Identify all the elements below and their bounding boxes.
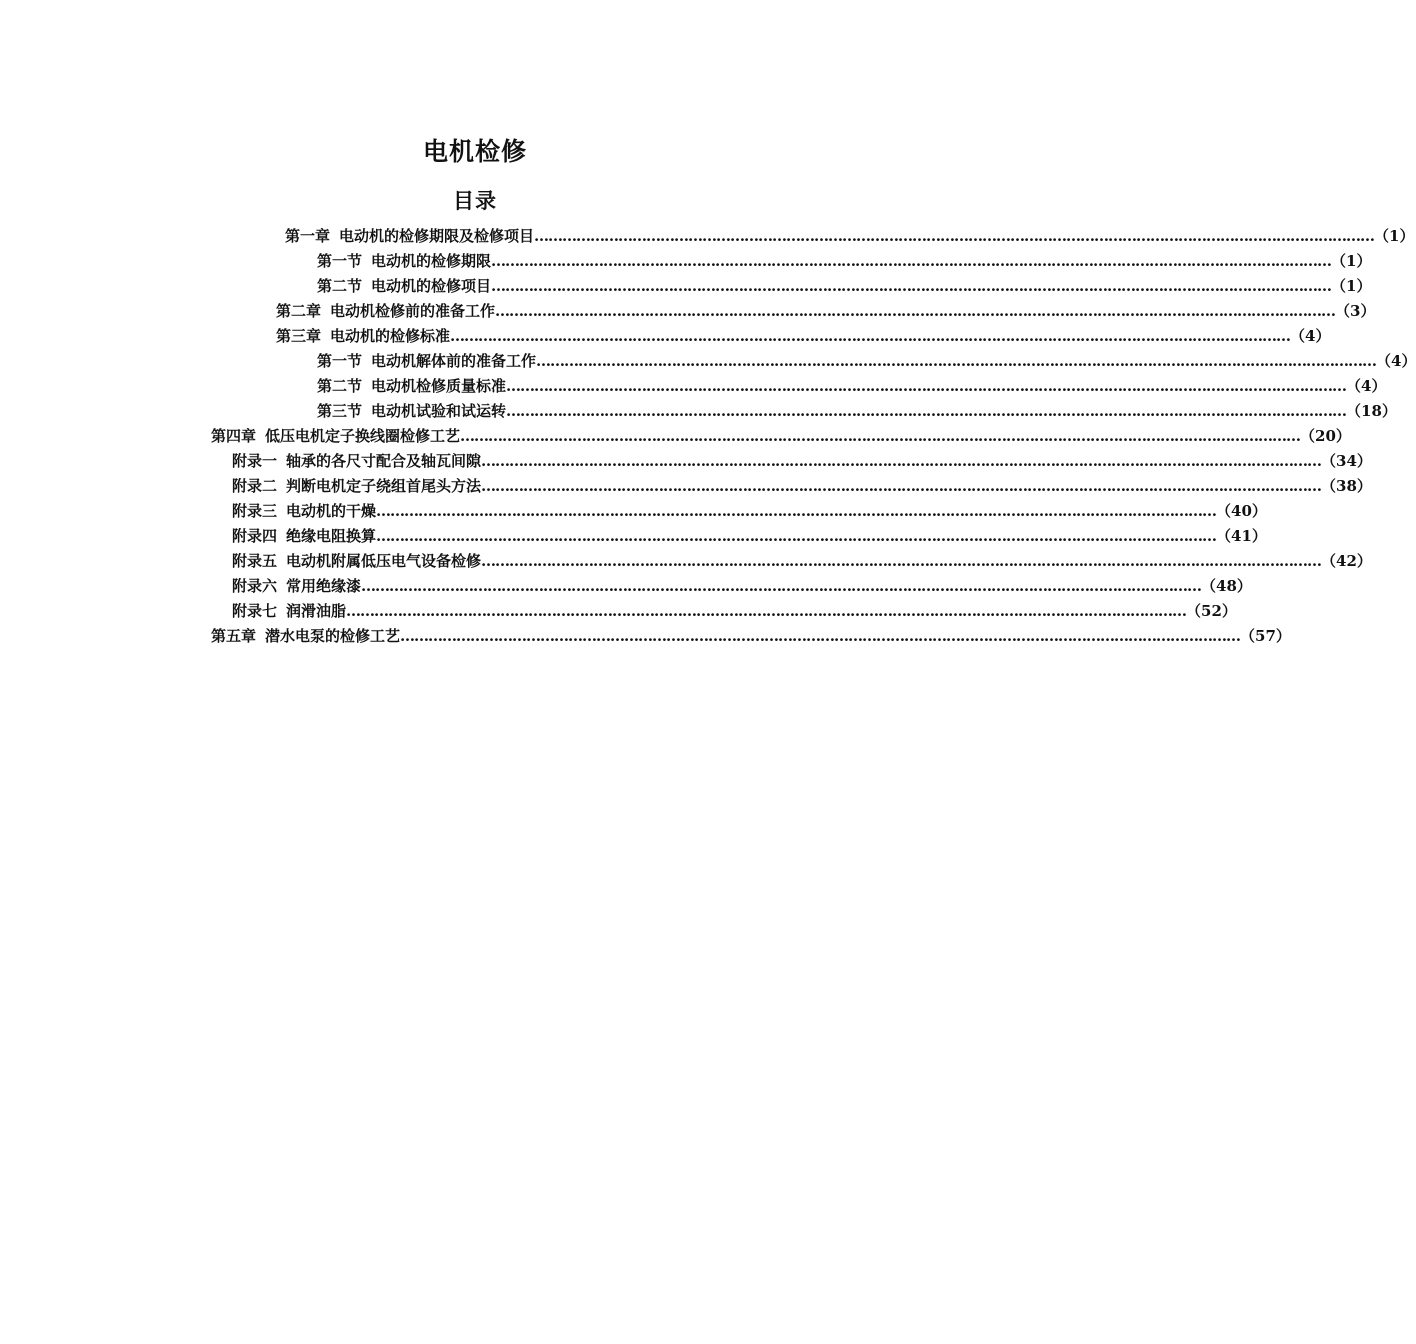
toc-leader-dots: ……………………………………………………………………………………………………………………………………………………………… bbox=[506, 402, 1347, 420]
toc-entry[interactable] bbox=[232, 474, 1372, 499]
toc-entry-title: 电动机附属低压电气设备检修 bbox=[286, 552, 482, 570]
toc-entry-number: 第二节 bbox=[317, 277, 363, 295]
toc-entry-page: （34） bbox=[1321, 452, 1372, 470]
toc-entry-title: 电动机的干燥 bbox=[286, 502, 377, 520]
toc-leader-dots: ……………………………………………………………………………………………………………………………………………………………… bbox=[481, 477, 1322, 495]
toc-entry-page: （52） bbox=[1186, 602, 1237, 620]
toc-entry[interactable] bbox=[211, 424, 1351, 449]
toc-leader-dots: ……………………………………………………………………………………………………………………………………………………………… bbox=[495, 302, 1336, 320]
document-title: 电机检修 bbox=[422, 137, 527, 166]
toc-entry-number: 第三章 bbox=[276, 327, 322, 345]
toc-entry[interactable] bbox=[276, 324, 1331, 349]
toc-entry[interactable] bbox=[317, 349, 1416, 374]
toc-leader-dots: ……………………………………………………………………………………………………………………………………………………………… bbox=[450, 327, 1291, 345]
toc-entry-number: 附录五 bbox=[232, 552, 278, 570]
toc-entry-number: 第一节 bbox=[317, 352, 363, 370]
toc-leader-dots: ……………………………………………………………………………………………………………………………………………………………… bbox=[481, 452, 1322, 470]
toc-entry-number: 第五章 bbox=[211, 627, 257, 645]
toc-entry-title: 电动机试验和试运转 bbox=[371, 402, 507, 420]
toc-heading: 目录 bbox=[453, 189, 497, 213]
toc-entry-title: 电动机的检修项目 bbox=[371, 277, 492, 295]
toc-entry-title: 低压电机定子换线圈检修工艺 bbox=[265, 427, 461, 445]
toc-entry-number: 附录二 bbox=[232, 477, 278, 495]
toc-entry-page: （18） bbox=[1346, 402, 1397, 420]
toc-entry-page: （1） bbox=[1374, 227, 1415, 245]
toc-leader-dots: ……………………………………………………………………………………………………………………………………………………………… bbox=[460, 427, 1301, 445]
toc-entry-title: 常用绝缘漆 bbox=[286, 577, 362, 595]
toc-entry-page: （20） bbox=[1300, 427, 1351, 445]
toc-entry-page: （42） bbox=[1321, 552, 1372, 570]
toc-entry[interactable] bbox=[232, 524, 1267, 549]
toc-entry-number: 附录一 bbox=[232, 452, 278, 470]
toc-entry-title: 电动机的检修期限 bbox=[371, 252, 492, 270]
toc-entry[interactable] bbox=[317, 274, 1372, 299]
toc-entry-title: 电动机检修质量标准 bbox=[371, 377, 507, 395]
toc-entry-number: 第一章 bbox=[285, 227, 331, 245]
toc-entry-number: 附录七 bbox=[232, 602, 278, 620]
toc-entry-number: 附录六 bbox=[232, 577, 278, 595]
toc-entry-title: 电动机检修前的准备工作 bbox=[330, 302, 496, 320]
toc-leader-dots: ……………………………………………………………………………………………………………………………………………………………… bbox=[481, 552, 1322, 570]
toc-entry-page: （4） bbox=[1346, 377, 1387, 395]
toc-entry-number: 第二章 bbox=[276, 302, 322, 320]
toc-leader-dots: ……………………………………………………………………………………………………………………………………………………………… bbox=[536, 352, 1377, 370]
toc-entry-page: （4） bbox=[1376, 352, 1416, 370]
toc-entry[interactable] bbox=[211, 624, 1291, 649]
toc-entry[interactable] bbox=[232, 549, 1372, 574]
toc-leader-dots: ……………………………………………………………………………………………………………………………………………………………… bbox=[376, 502, 1217, 520]
toc-leader-dots: ……………………………………………………………………………………………………………………………………………………………… bbox=[400, 627, 1241, 645]
toc-entry-page: （38） bbox=[1321, 477, 1372, 495]
toc-entry-number: 附录三 bbox=[232, 502, 278, 520]
toc-entry-page: （57） bbox=[1240, 627, 1291, 645]
toc-entry-number: 第二节 bbox=[317, 377, 363, 395]
toc-entry-title: 润滑油脂 bbox=[286, 602, 347, 620]
toc-entry[interactable] bbox=[317, 399, 1397, 424]
toc-leader-dots: ……………………………………………………………………………………………………………………………………………………………… bbox=[361, 577, 1202, 595]
toc-entry[interactable] bbox=[276, 299, 1376, 324]
toc-entry-title: 电动机的检修期限及检修项目 bbox=[339, 227, 535, 245]
toc-entry-title: 电动机解体前的准备工作 bbox=[371, 352, 537, 370]
toc-entry-number: 第三节 bbox=[317, 402, 363, 420]
toc-entry[interactable] bbox=[232, 449, 1372, 474]
toc-entry-title: 绝缘电阻换算 bbox=[286, 527, 377, 545]
toc-entry[interactable] bbox=[232, 499, 1267, 524]
toc-leader-dots: ……………………………………………………………………………………………………………………………………………………………… bbox=[491, 252, 1332, 270]
toc-entry-page: （4） bbox=[1290, 327, 1331, 345]
toc-entry-number: 附录四 bbox=[232, 527, 278, 545]
toc-leader-dots: ……………………………………………………………………………………………………………………………………………………………… bbox=[491, 277, 1332, 295]
toc-entry[interactable] bbox=[317, 374, 1387, 399]
toc-entry-page: （1） bbox=[1331, 252, 1372, 270]
toc-entry-page: （1） bbox=[1331, 277, 1372, 295]
toc-entry-page: （48） bbox=[1201, 577, 1252, 595]
toc-entry-title: 判断电机定子绕组首尾头方法 bbox=[286, 477, 482, 495]
toc-entry[interactable] bbox=[285, 224, 1415, 249]
toc-entry[interactable] bbox=[232, 599, 1237, 624]
toc-entry-page: （41） bbox=[1216, 527, 1267, 545]
toc-entry-title: 潜水电泵的检修工艺 bbox=[265, 627, 401, 645]
toc-entry[interactable] bbox=[317, 249, 1372, 274]
toc-entry-title: 轴承的各尺寸配合及轴瓦间隙 bbox=[286, 452, 482, 470]
toc-entry[interactable] bbox=[232, 574, 1252, 599]
toc-entry-number: 第一节 bbox=[317, 252, 363, 270]
toc-leader-dots: ……………………………………………………………………………………………………………………………………………………………… bbox=[346, 602, 1187, 620]
toc-entry-title: 电动机的检修标准 bbox=[330, 327, 451, 345]
toc-leader-dots: ……………………………………………………………………………………………………………………………………………………………… bbox=[534, 227, 1375, 245]
toc-entry-page: （40） bbox=[1216, 502, 1267, 520]
toc-leader-dots: ……………………………………………………………………………………………………………………………………………………………… bbox=[376, 527, 1217, 545]
toc-leader-dots: ……………………………………………………………………………………………………………………………………………………………… bbox=[506, 377, 1347, 395]
toc-entry-page: （3） bbox=[1335, 302, 1376, 320]
toc-entry-number: 第四章 bbox=[211, 427, 257, 445]
